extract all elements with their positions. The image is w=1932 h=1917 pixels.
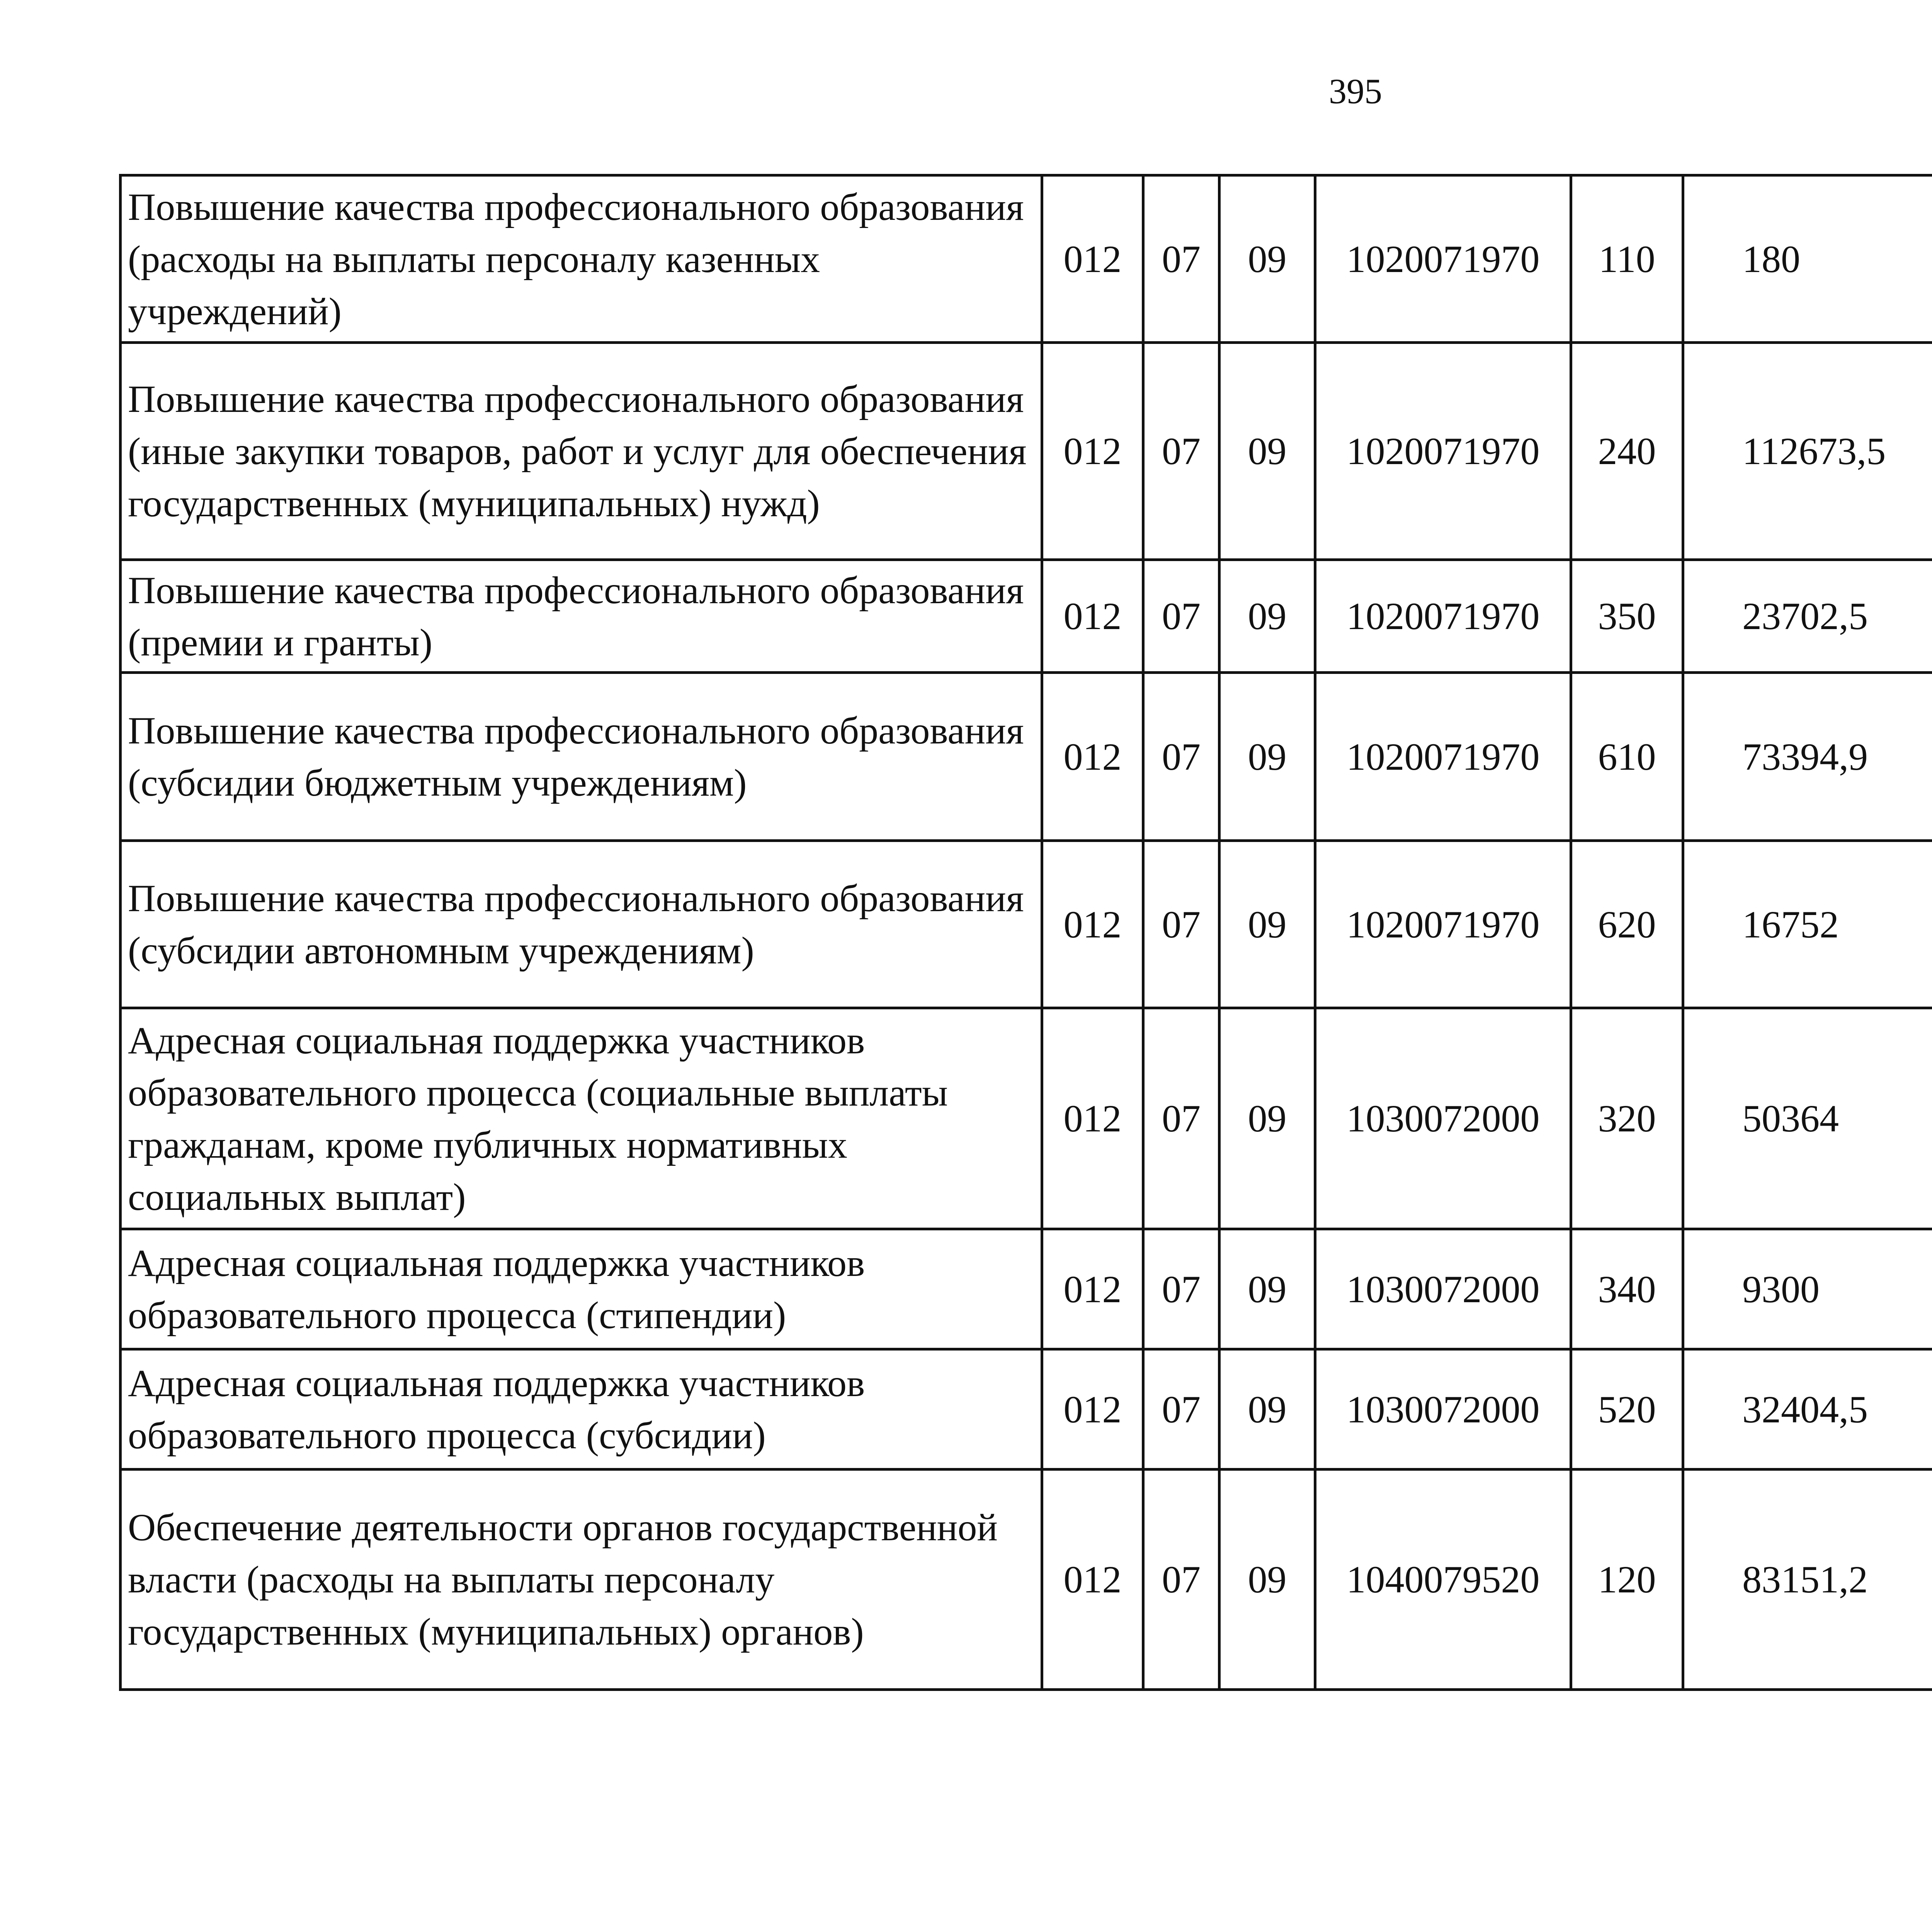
row-description: Повышение качества профессионального образования (расходы на выплаты персоналу казенных учреждений) (121, 175, 1042, 343)
subsection-code: 09 (1219, 175, 1315, 343)
row-description: Адресная социальная поддержка участников образовательного процесса (стипендии) (121, 1229, 1042, 1349)
table-row (121, 1008, 1932, 1229)
expense-type-code: 350 (1571, 560, 1683, 673)
ministry-code: 012 (1042, 343, 1143, 560)
table-row (121, 343, 1932, 560)
expense-type-code: 110 (1571, 175, 1683, 343)
expense-type-code: 120 (1571, 1470, 1683, 1690)
amount-year-1: 73394,9 (1683, 673, 1932, 841)
amount-year-1: 83151,2 (1683, 1470, 1932, 1690)
page-number: 395 (1329, 71, 1382, 111)
section-code: 07 (1143, 560, 1219, 673)
section-code: 07 (1143, 673, 1219, 841)
budget-table (119, 174, 1932, 1691)
expense-type-code: 620 (1571, 841, 1683, 1008)
ministry-code: 012 (1042, 1008, 1143, 1229)
subsection-code: 09 (1219, 1470, 1315, 1690)
subsection-code: 09 (1219, 560, 1315, 673)
row-description: Обеспечение деятельности органов государственной власти (расходы на выплаты персоналу государственных (муниципальных) органов) (121, 1470, 1042, 1690)
subsection-code: 09 (1219, 343, 1315, 560)
section-code: 07 (1143, 841, 1219, 1008)
subsection-code: 09 (1219, 1349, 1315, 1470)
ministry-code: 012 (1042, 1470, 1143, 1690)
ministry-code: 012 (1042, 841, 1143, 1008)
section-code: 07 (1143, 1008, 1219, 1229)
table-row (121, 841, 1932, 1008)
row-description: Адресная социальная поддержка участников образовательного процесса (субсидии) (121, 1349, 1042, 1470)
target-article-code: 1020071970 (1315, 841, 1571, 1008)
ministry-code: 012 (1042, 175, 1143, 343)
target-article-code: 1020071970 (1315, 175, 1571, 343)
section-code: 07 (1143, 1349, 1219, 1470)
expense-type-code: 320 (1571, 1008, 1683, 1229)
row-description: Повышение качества профессионального образования (субсидии бюджетным учреждениям) (121, 673, 1042, 841)
expense-type-code: 340 (1571, 1229, 1683, 1349)
amount-year-1: 16752 (1683, 841, 1932, 1008)
row-description: Адресная социальная поддержка участников образовательного процесса (социальные выплаты гражданам, кроме публичных нормативных социальных выплат) (121, 1008, 1042, 1229)
ministry-code: 012 (1042, 1349, 1143, 1470)
subsection-code: 09 (1219, 1008, 1315, 1229)
subsection-code: 09 (1219, 1229, 1315, 1349)
table-row (121, 673, 1932, 841)
table-row (121, 1229, 1932, 1349)
table-row (121, 175, 1932, 343)
row-description: Повышение качества профессионального образования (иные закупки товаров, работ и услуг для обеспечения государственных (муниципальных) нужд) (121, 343, 1042, 560)
subsection-code: 09 (1219, 841, 1315, 1008)
section-code: 07 (1143, 1229, 1219, 1349)
expense-type-code: 610 (1571, 673, 1683, 841)
expense-type-code: 520 (1571, 1349, 1683, 1470)
table-row (121, 1470, 1932, 1690)
target-article-code: 1030072000 (1315, 1008, 1571, 1229)
target-article-code: 1030072000 (1315, 1349, 1571, 1470)
expense-type-code: 240 (1571, 343, 1683, 560)
amount-year-1: 180 (1683, 175, 1932, 343)
target-article-code: 1040079520 (1315, 1470, 1571, 1690)
target-article-code: 1020071970 (1315, 560, 1571, 673)
target-article-code: 1020071970 (1315, 673, 1571, 841)
amount-year-1: 50364 (1683, 1008, 1932, 1229)
section-code: 07 (1143, 175, 1219, 343)
ministry-code: 012 (1042, 673, 1143, 841)
amount-year-1: 112673,5 (1683, 343, 1932, 560)
ministry-code: 012 (1042, 560, 1143, 673)
amount-year-1: 23702,5 (1683, 560, 1932, 673)
row-description: Повышение качества профессионального образования (субсидии автономным учреждениям) (121, 841, 1042, 1008)
target-article-code: 1030072000 (1315, 1229, 1571, 1349)
row-description: Повышение качества профессионального образования (премии и гранты) (121, 560, 1042, 673)
target-article-code: 1020071970 (1315, 343, 1571, 560)
amount-year-1: 32404,5 (1683, 1349, 1932, 1470)
table-row (121, 560, 1932, 673)
subsection-code: 09 (1219, 673, 1315, 841)
table-row (121, 1349, 1932, 1470)
ministry-code: 012 (1042, 1229, 1143, 1349)
section-code: 07 (1143, 1470, 1219, 1690)
amount-year-1: 9300 (1683, 1229, 1932, 1349)
section-code: 07 (1143, 343, 1219, 560)
